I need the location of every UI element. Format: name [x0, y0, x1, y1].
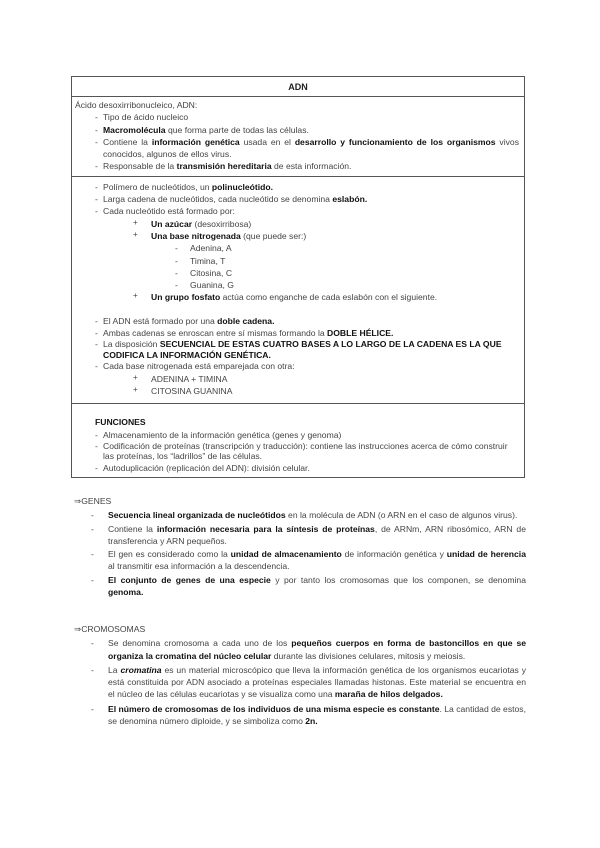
list-item: - La disposición SECUENCIAL DE ESTAS CUATRO BASES A LO LARGO DE LA CADENA ES LA QUE CODIFICA LA INFORMACIÓN GENÉTICA.: [75, 339, 519, 360]
cromosomas-heading: ⇒CROMOSOMAS: [74, 624, 146, 634]
list-item: - Guanina, G: [75, 279, 519, 291]
list-item: - Cada base nitrogenada está emparejada con otra:: [75, 360, 519, 372]
list-item: - Cada nucleótido está formado por:: [75, 205, 519, 217]
list-item: - Contiene la información necesaria para la síntesis de proteínas, de ARNm, ARN ribosómico, ARN de transferencia y ARN pequeños.: [74, 523, 526, 548]
list-item: - Adenina, A: [75, 242, 519, 254]
list-item: - Se denomina cromosoma a cada uno de los pequeños cuerpos en forma de bastoncillos en que se organiza la cromatina del núcleo celular durante las divisiones celulares, mitosis y meiosis.: [74, 637, 526, 662]
list-item: - Codificación de proteínas (transcripción y traducción): contiene las instrucciones acerca de cómo construir las proteínas, los “ladrillos” de las células.: [75, 441, 519, 462]
list-item: - Almacenamiento de la información genética (genes y genoma): [75, 429, 519, 441]
list-item: + Un grupo fosfato actúa como enganche de cada eslabón con el siguiente.: [75, 291, 519, 303]
list-item: - Citosina, C: [75, 267, 519, 279]
adn-table: [71, 76, 525, 478]
list-item: - La cromatina es un material microscópico que lleva la información genética de los organismos eucariotas y está constituida por ADN asociado a proteínas especiales llamadas histonas. Este material se encuentra en el núcleo de las células eucariotas y se visualiza como una maraña de hilos delgados.: [74, 664, 526, 701]
adn-definition-row: [72, 97, 524, 177]
list-item: - Ambas cadenas se enroscan entre sí mismas formando la DOBLE HÉLICE.: [75, 327, 519, 339]
list-item: - Secuencia lineal organizada de nucleótidos en la molécula de ADN (o ARN en el caso de algunos virus).: [74, 509, 526, 521]
adn-functions-row: [72, 404, 524, 477]
functions-heading: FUNCIONES: [95, 417, 146, 428]
list-item: + CITOSINA GUANINA: [75, 385, 519, 397]
list-item: - El gen es considerado como la unidad de almacenamiento de información genética y unidad de herencia al transmitir esa información a la descendencia.: [74, 548, 526, 573]
adn-table-title: ADN: [72, 77, 524, 97]
list-item: + Una base nitrogenada (que puede ser:): [75, 230, 519, 242]
adn-structure-row: [72, 177, 524, 404]
list-item: - Tipo de ácido nucleico: [75, 111, 519, 123]
adn-intro: Ácido desoxirribonucleico, ADN:: [75, 100, 198, 110]
list-item: - El ADN está formado por una doble cadena.: [75, 315, 519, 327]
list-item: - El conjunto de genes de una especie y por tanto los cromosomas que los componen, se denomina genoma.: [74, 574, 526, 599]
genes-heading: ⇒GENES: [74, 496, 112, 506]
list-item: - El número de cromosomas de los individuos de una misma especie es constante. La cantidad de estos, se denomina número diploide, y se simboliza como 2n.: [74, 703, 526, 728]
list-item: - Timina, T: [75, 255, 519, 267]
list-item: - Autoduplicación (replicación del ADN): división celular.: [75, 462, 519, 474]
list-item: + Un azúcar (desoxirribosa): [75, 218, 519, 230]
genes-section: [74, 495, 526, 598]
list-item: - Larga cadena de nucleótidos, cada nucleótido se denomina eslabón.: [75, 193, 519, 205]
list-item: - Polímero de nucleótidos, un polinucleótido.: [75, 181, 519, 193]
list-item: - Macromolécula que forma parte de todas las células.: [75, 124, 519, 136]
list-item: - Contiene la información genética usada en el desarrollo y funcionamiento de los organismos vivos conocidos, algunos de ellos virus.: [75, 136, 519, 161]
cromosomas-section: [74, 623, 526, 727]
list-item: - Responsable de la transmisión hereditaria de esta información.: [75, 160, 519, 172]
list-item: + ADENINA + TIMINA: [75, 373, 519, 385]
